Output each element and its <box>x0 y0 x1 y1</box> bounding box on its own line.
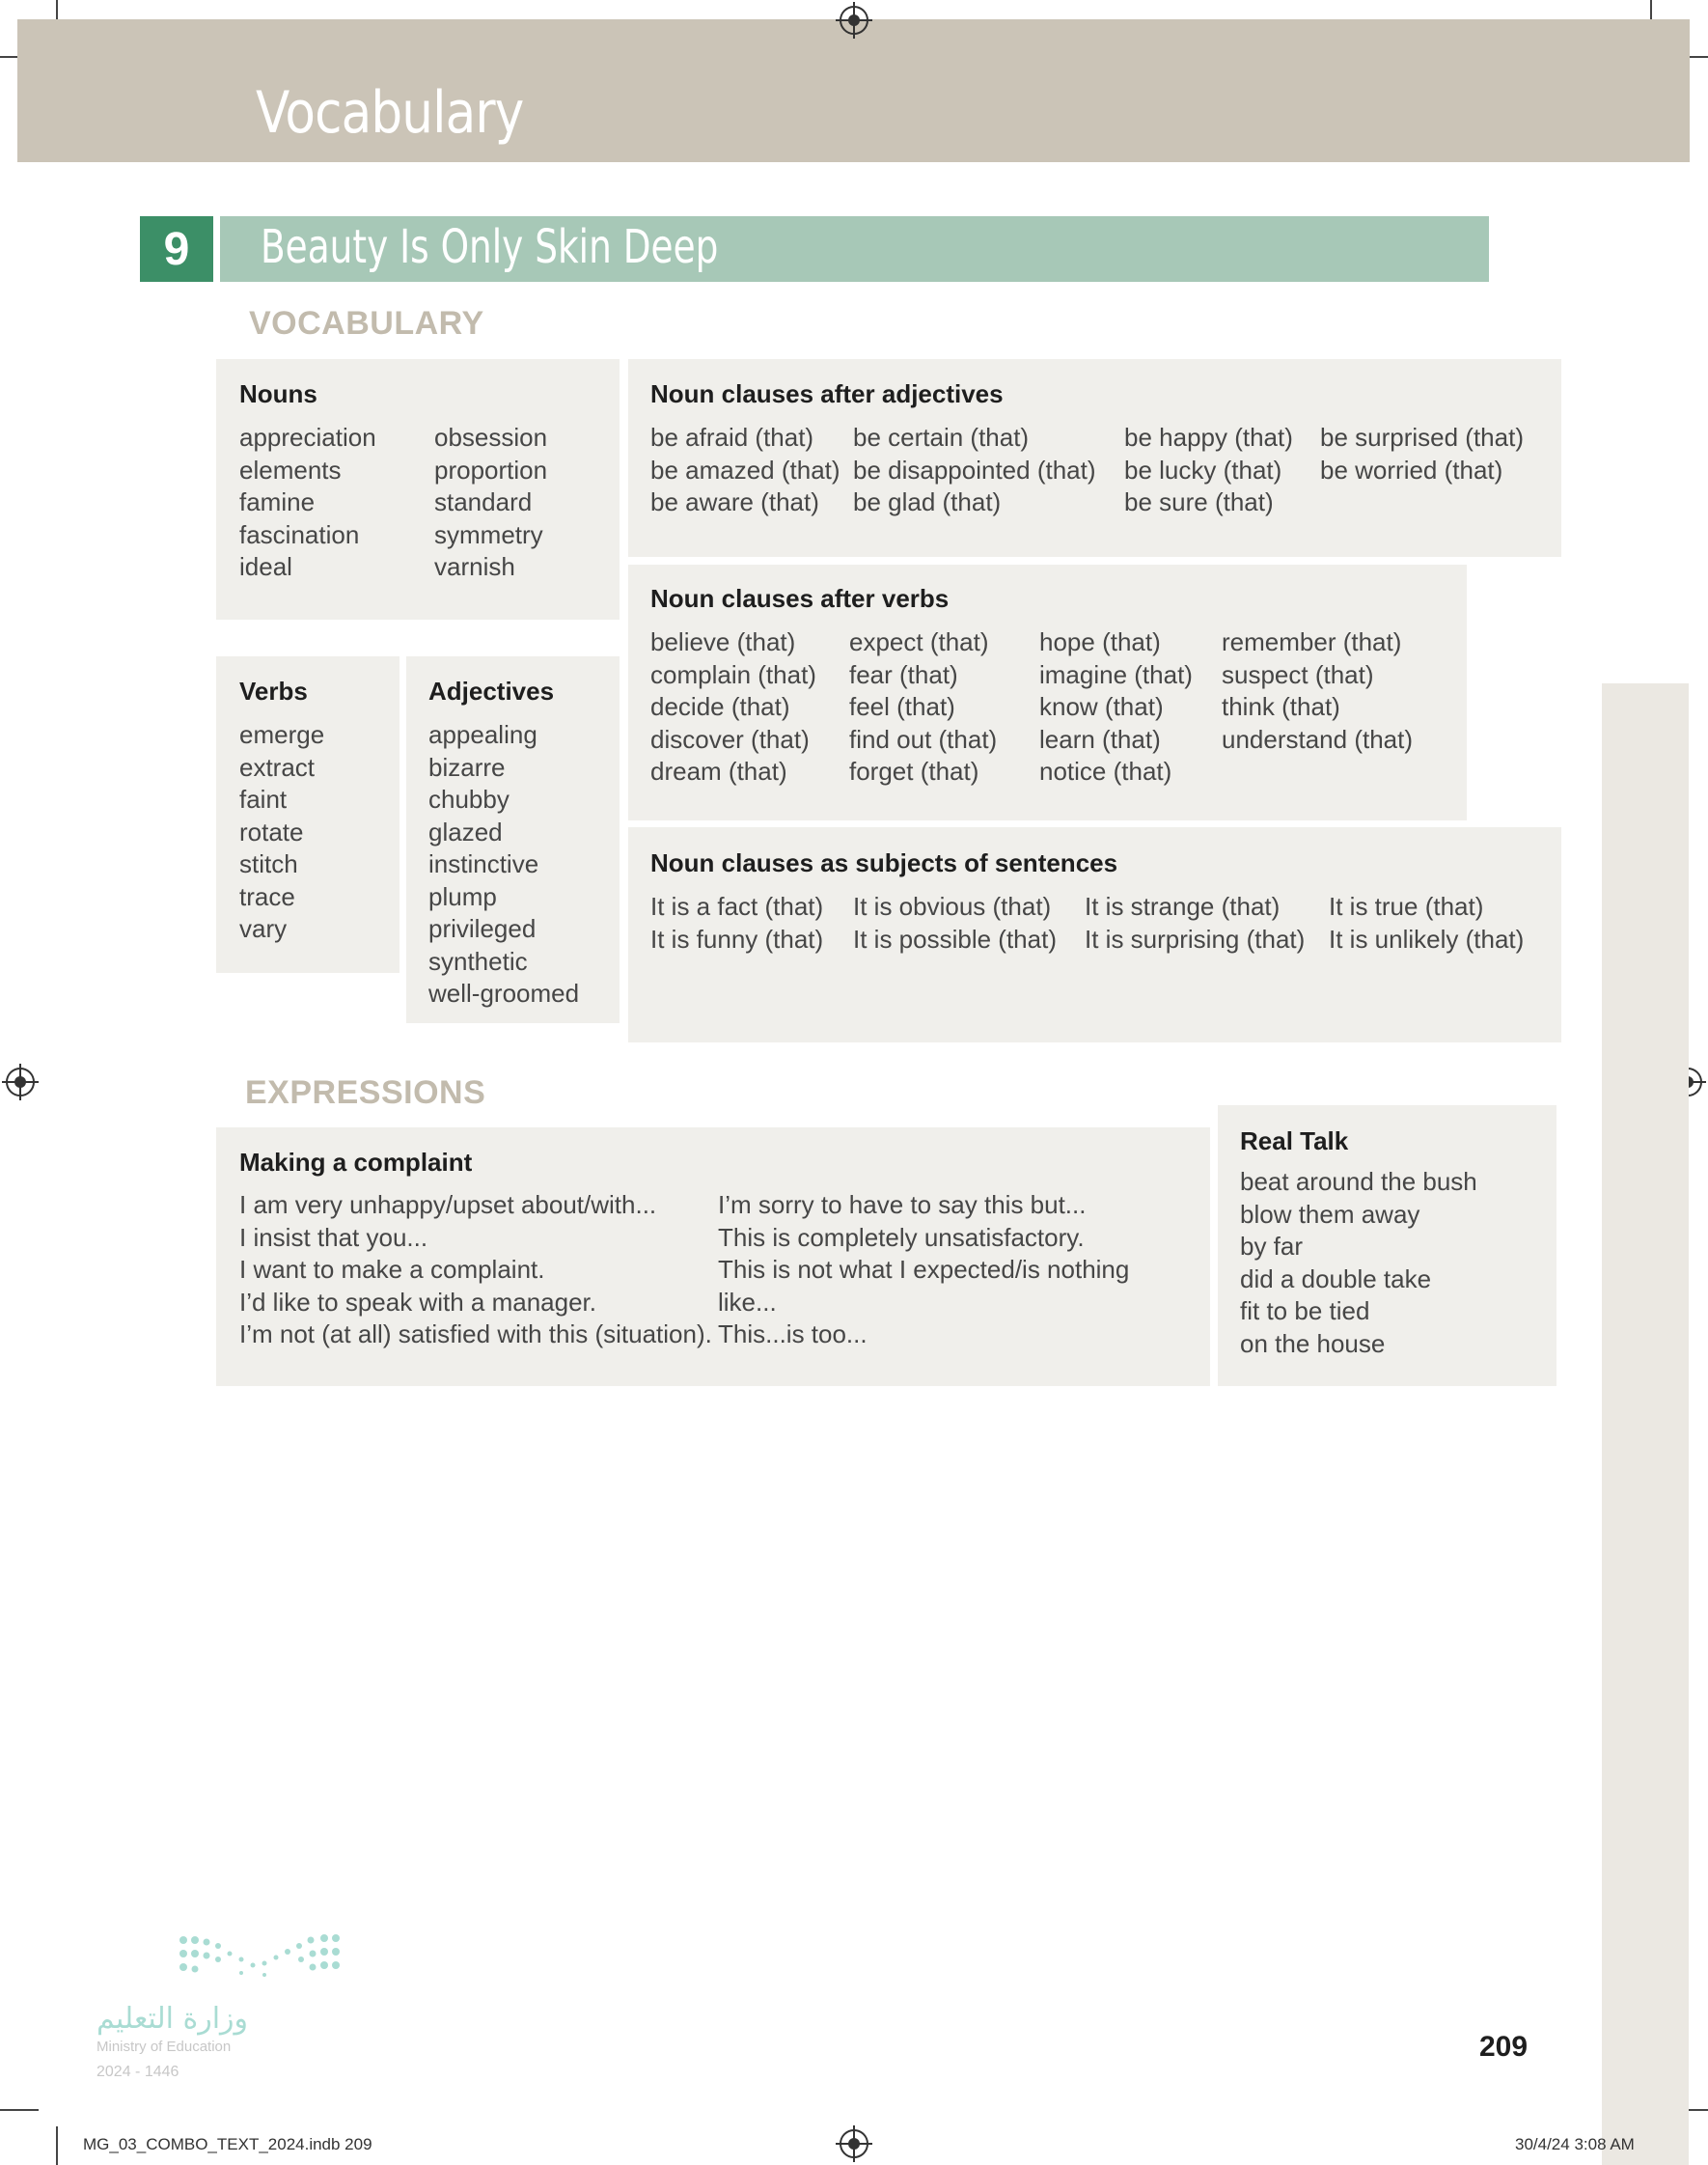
list-item: obsession <box>434 423 548 452</box>
list-item: remember (that) <box>1222 627 1402 656</box>
list-item: extract <box>239 752 316 782</box>
clauses-subjects-column-2 <box>853 891 1057 956</box>
registration-mark-icon <box>6 1068 35 1096</box>
list-item: blow them away <box>1240 1199 1420 1229</box>
list-item: It is unlikely (that) <box>1329 924 1525 954</box>
list-item: be disappointed (that) <box>853 455 1096 485</box>
list-item: well-groomed <box>428 979 580 1008</box>
list-item: instinctive <box>428 849 539 878</box>
logo-english-text: Ministry of Education <box>96 2039 232 2055</box>
logo-year-text: 2024 - 1446 <box>96 2064 179 2080</box>
list-item: discover (that) <box>650 724 810 754</box>
clauses-subjects-column-1 <box>650 891 823 956</box>
list-item: elements <box>239 455 342 485</box>
noun-clauses-verbs-title: Noun clauses after verbs <box>650 584 950 613</box>
list-item: imagine (that) <box>1039 659 1193 689</box>
list-item: bizarre <box>428 752 506 782</box>
list-item: did a double take <box>1240 1263 1432 1293</box>
list-item: proportion <box>434 455 548 485</box>
list-item: I am very unhappy/upset about/with... <box>239 1190 657 1219</box>
list-item: It is funny (that) <box>650 924 824 954</box>
adjectives-column <box>428 719 579 1011</box>
list-item: appreciation <box>239 423 376 452</box>
list-item: believe (that) <box>650 627 796 656</box>
list-item: standard <box>434 487 533 516</box>
list-item: expect (that) <box>849 627 989 656</box>
noun-clauses-adjectives-title: Noun clauses after adjectives <box>650 379 1004 408</box>
list-item: feel (that) <box>849 692 955 721</box>
print-file-name: MG_03_COMBO_TEXT_2024.indb 209 <box>83 2135 372 2153</box>
list-item: synthetic <box>428 946 528 976</box>
list-item: be certain (that) <box>853 423 1030 452</box>
list-item: appealing <box>428 720 537 749</box>
noun-clauses-subjects-title: Noun clauses as subjects of sentences <box>650 848 1118 877</box>
list-item: notice (that) <box>1039 757 1172 786</box>
list-item: be sure (that) <box>1124 487 1274 516</box>
crop-mark <box>56 2126 58 2165</box>
list-item: fascination <box>239 519 360 549</box>
page-number: 209 <box>1479 2031 1529 2063</box>
complaint-column-2 <box>718 1189 1129 1351</box>
page-title: Vocabulary <box>256 79 524 147</box>
list-item: decide (that) <box>650 692 790 721</box>
clauses-verbs-column-2 <box>849 626 997 789</box>
list-item: It is strange (that) <box>1085 892 1281 921</box>
unit-title: Beauty Is Only Skin Deep <box>261 220 719 274</box>
list-item: I insist that you... <box>239 1222 428 1252</box>
list-item: like... <box>718 1287 777 1317</box>
verbs-title: Verbs <box>239 677 308 706</box>
list-item: dream (that) <box>650 757 787 786</box>
list-item: vary <box>239 914 288 943</box>
list-item: be aware (that) <box>650 487 819 516</box>
nouns-column-1 <box>239 422 376 584</box>
adjectives-title: Adjectives <box>428 677 555 706</box>
clauses-adj-column-3 <box>1124 422 1293 519</box>
vocabulary-heading: VOCABULARY <box>249 305 484 342</box>
list-item: hope (that) <box>1039 627 1161 656</box>
list-item: plump <box>428 881 497 911</box>
list-item: on the house <box>1240 1328 1386 1358</box>
list-item: think (that) <box>1222 692 1340 721</box>
list-item: complain (that) <box>650 659 816 689</box>
nouns-title: Nouns <box>239 379 317 408</box>
clauses-verbs-column-1 <box>650 626 816 789</box>
expressions-heading: EXPRESSIONS <box>245 1074 486 1111</box>
crop-mark <box>0 2109 39 2111</box>
registration-mark-icon <box>840 2129 868 2158</box>
list-item: fit to be tied <box>1240 1296 1370 1325</box>
list-item: I’m not (at all) satisfied with this (situation). <box>239 1319 712 1348</box>
list-item: by far <box>1240 1232 1304 1261</box>
list-item: learn (that) <box>1039 724 1161 754</box>
list-item: varnish <box>434 552 515 581</box>
list-item: I’m sorry to have to say this but... <box>718 1190 1087 1219</box>
list-item: It is a fact (that) <box>650 892 824 921</box>
list-item: It is surprising (that) <box>1085 924 1306 954</box>
side-strip <box>1602 683 1689 2165</box>
list-item: chubby <box>428 785 510 814</box>
list-item: privileged <box>428 914 537 943</box>
print-timestamp: 30/4/24 3:08 AM <box>1515 2135 1635 2153</box>
list-item: emerge <box>239 720 325 749</box>
verbs-column <box>239 719 324 946</box>
list-item: be worried (that) <box>1320 455 1503 485</box>
list-item: be happy (that) <box>1124 423 1293 452</box>
clauses-subjects-column-4 <box>1329 891 1524 956</box>
making-complaint-title: Making a complaint <box>239 1148 473 1177</box>
list-item: know (that) <box>1039 692 1164 721</box>
list-item: It is obvious (that) <box>853 892 1052 921</box>
clauses-adj-column-1 <box>650 422 840 519</box>
clauses-verbs-column-4 <box>1222 626 1413 756</box>
list-item: understand (that) <box>1222 724 1414 754</box>
list-item: be lucky (that) <box>1124 455 1282 485</box>
list-item: famine <box>239 487 316 516</box>
logo-arabic-text: وزارة التعليم <box>96 2002 249 2036</box>
list-item: symmetry <box>434 519 543 549</box>
list-item: glazed <box>428 817 503 847</box>
list-item: be surprised (that) <box>1320 423 1524 452</box>
real-talk-column <box>1240 1166 1477 1360</box>
complaint-column-1 <box>239 1189 712 1351</box>
list-item: This...is too... <box>718 1319 868 1348</box>
list-item: fear (that) <box>849 659 958 689</box>
list-item: This is completely unsatisfactory. <box>718 1222 1085 1252</box>
list-item: forget (that) <box>849 757 979 786</box>
list-item: I want to make a complaint. <box>239 1255 545 1284</box>
real-talk-title: Real Talk <box>1240 1126 1349 1155</box>
list-item: It is true (that) <box>1329 892 1484 921</box>
registration-mark-icon <box>840 6 868 35</box>
list-item: be glad (that) <box>853 487 1002 516</box>
ministry-logo-icon <box>174 1930 347 1988</box>
clauses-adj-column-4 <box>1320 422 1524 486</box>
list-item: rotate <box>239 817 304 847</box>
list-item: beat around the bush <box>1240 1167 1477 1196</box>
list-item: ideal <box>239 552 292 581</box>
list-item: be amazed (that) <box>650 455 840 485</box>
list-item: suspect (that) <box>1222 659 1374 689</box>
list-item: It is possible (that) <box>853 924 1057 954</box>
unit-number: 9 <box>140 216 213 282</box>
list-item: trace <box>239 881 295 911</box>
list-item: faint <box>239 785 288 814</box>
list-item: find out (that) <box>849 724 998 754</box>
list-item: I’d like to speak with a manager. <box>239 1287 596 1317</box>
list-item: be afraid (that) <box>650 423 814 452</box>
clauses-verbs-column-3 <box>1039 626 1193 789</box>
nouns-column-2 <box>434 422 547 584</box>
clauses-adj-column-2 <box>853 422 1096 519</box>
list-item: stitch <box>239 849 298 878</box>
list-item: This is not what I expected/is nothing <box>718 1255 1130 1284</box>
clauses-subjects-column-3 <box>1085 891 1305 956</box>
